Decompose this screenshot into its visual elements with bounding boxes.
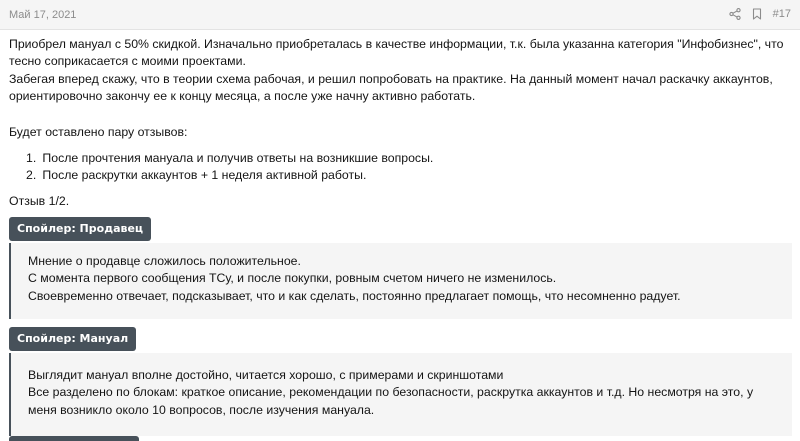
spoiler-line: С момента первого сообщения ТСу, и после покупки, ровным счетом ничего не изменилось. — [28, 271, 557, 286]
spoiler-seller — [9, 217, 792, 319]
next-spoiler-button-partial[interactable] — [9, 436, 139, 441]
spoiler-line: Мнение о продавце сложилось положительное. — [28, 254, 301, 268]
list-item: 2. После раскрутки аккаунтов + 1 неделя активной работы. — [26, 168, 367, 183]
spoiler-content-manual — [9, 353, 792, 436]
spoiler-content-seller — [9, 243, 792, 319]
spoiler-line: Все разделено по блокам: краткое описание, рекомендации по безопасности, раскрутка аккаунтов и т.д. Но несмотря на это, у меня возникло около 10 вопросов, после изучения мануала. — [28, 385, 754, 417]
intro-paragraph-2: Забегая вперед скажу, что в теории схема рабочая, и решил попробовать на практике. На данный момент начал раскачку аккаунтов, ориентировочно закончу ее к концу месяца, а после уже начну активно работать. — [9, 71, 773, 104]
spoiler-line: Своевременно отвечает, подсказывает, что и как сделать, постоянно предлагает помощь, что несомненно радует. — [28, 288, 681, 303]
list-item: 1. После прочтения мануала и получив ответы на возникшие вопросы. — [26, 151, 434, 166]
post-date[interactable]: Май 17, 2021 — [9, 9, 77, 21]
review-label: Отзыв 1/2. — [9, 193, 70, 208]
post-actions — [729, 7, 791, 21]
post-content — [9, 36, 794, 210]
reviews-intro: Будет оставлено пару отзывов: — [9, 124, 188, 139]
intro-paragraph-1: Приобрел мануал с 50% скидкой. Изначально приобреталась в качестве информации, т.к. была указанна категория "Инфобизнес", что тесно соприкасается с моими проектами. — [9, 37, 784, 69]
share-icon[interactable] — [729, 7, 741, 21]
reviews-list — [9, 150, 794, 185]
spoiler-button-seller[interactable]: Спойлер: Продавец — [9, 217, 151, 241]
spoiler-manual — [9, 327, 792, 436]
spoiler-button-manual[interactable]: Спойлер: Мануал — [9, 327, 136, 351]
post-header — [0, 0, 800, 30]
spoiler-line: Выглядит мануал вполне достойно, читается хорошо, с примерами и скриншотами — [28, 368, 504, 382]
post-number-link[interactable]: #17 — [772, 8, 791, 20]
bookmark-icon[interactable] — [751, 7, 763, 21]
